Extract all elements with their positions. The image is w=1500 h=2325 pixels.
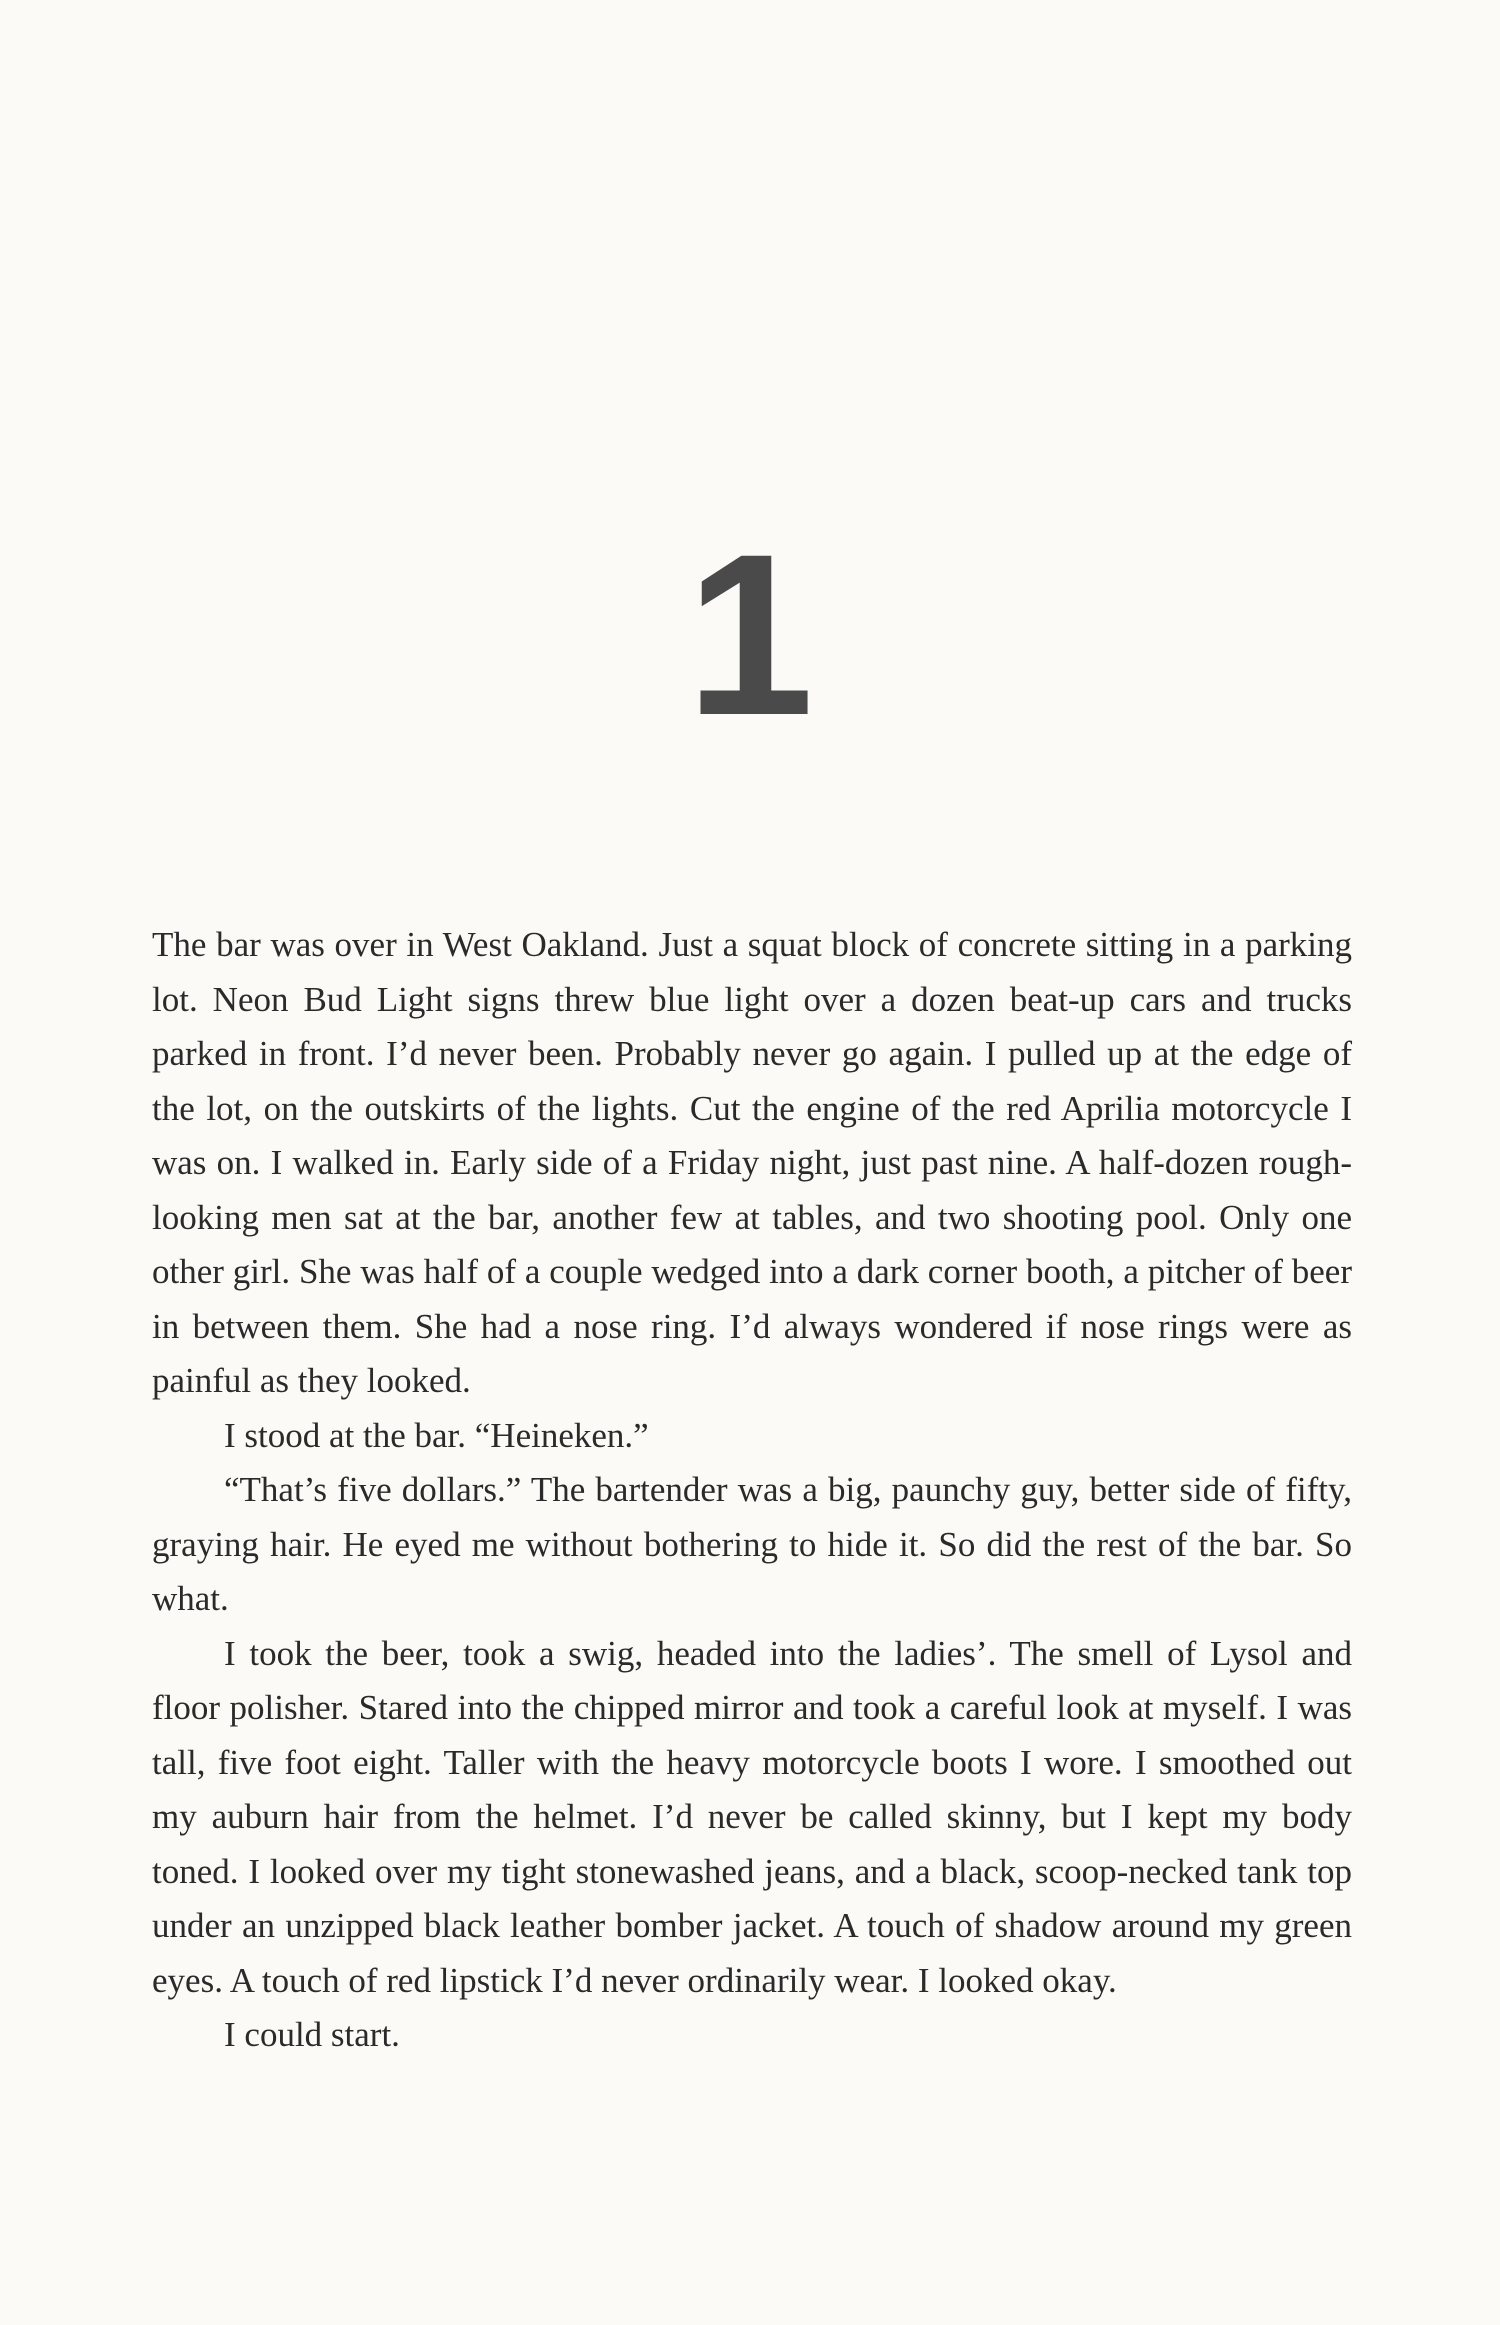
chapter-body (152, 918, 1352, 2063)
chapter-number: 1 (686, 506, 814, 763)
paragraph: “That’s five dollars.” The bartender was a big, paunchy guy, better side of fifty, graying hair. He eyed me without bothering to hide it. So did the rest of the bar. So what. (152, 1470, 1352, 1618)
paragraph: I could start. (224, 2015, 400, 2054)
paragraph: I stood at the bar. “Heineken.” (224, 1415, 649, 1455)
paragraph: The bar was over in West Oakland. Just a squat block of concrete sitting in a parking lot. Neon Bud Light signs threw blue light over a dozen beat-up cars and trucks parked in front. I’d never been. Probably never go again. I pulled up at the edge of the lot, on the outskirts of the lights. Cut the engine of the red Aprilia motorcycle I was on. I walked in. Early side of a Friday night, just past nine. A half-dozen rough-looking men sat at the bar, another few at tables, and two shooting pool. Only one other girl. She was half of a couple wedged into a dark corner booth, a pitcher of beer in between them. She had a nose ring. I’d always wondered if nose rings were as painful as they looked. (152, 925, 1352, 1400)
paragraph: I took the beer, took a swig, headed into the ladies’. The smell of Lysol and floor polisher. Stared into the chipped mirror and took a careful look at myself. I was tall, five foot eight. Taller with the heavy motorcycle boots I wore. I smoothed out my auburn hair from the helmet. I’d never be called skinny, but I kept my body toned. I looked over my tight stonewashed jeans, and a black, scoop-necked tank top under an unzipped black leather bomber jacket. A touch of shadow around my green eyes. A touch of red lipstick I’d never ordinarily wear. I looked okay. (152, 1633, 1352, 2000)
